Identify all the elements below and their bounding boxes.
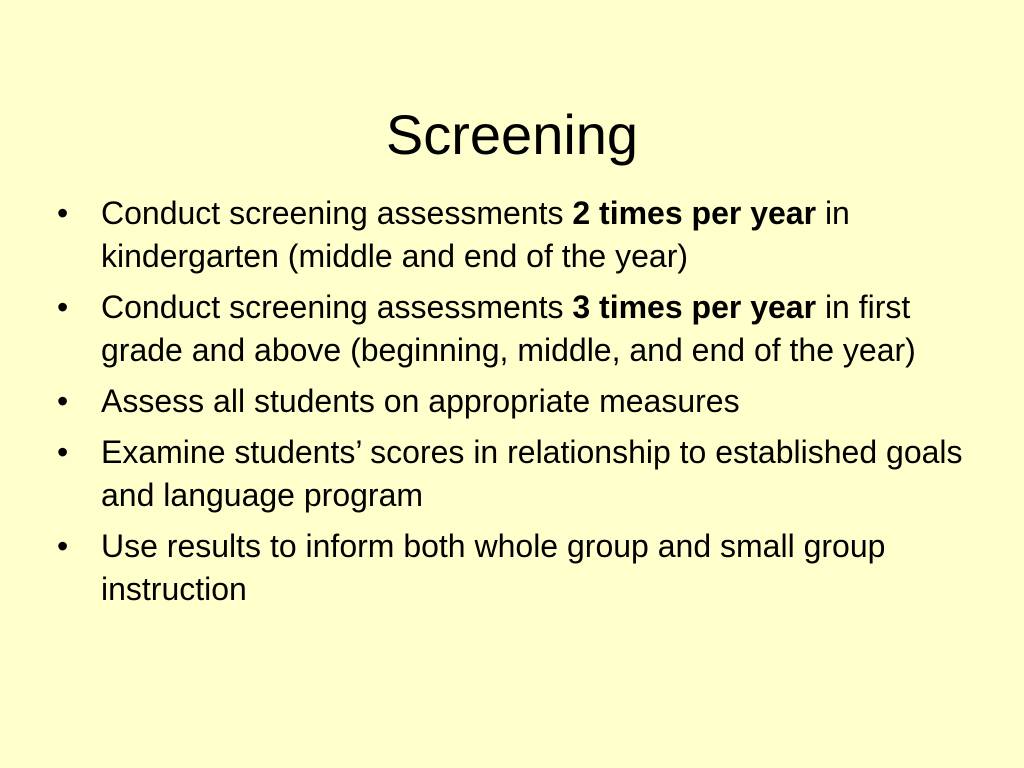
bullet-text-bold: 2 times per year: [572, 195, 817, 231]
bullet-text: [101, 383, 740, 419]
bullet-item: [57, 431, 967, 517]
bullet-dot: •: [57, 289, 69, 325]
bullet-item: [57, 286, 967, 372]
slide-title: Screening: [385, 103, 639, 166]
bullet-dot: •: [57, 434, 69, 470]
bullet-item: [57, 380, 967, 423]
bullet-dot: •: [57, 528, 69, 564]
bullet-text: [101, 289, 916, 368]
bullet-text: [101, 528, 885, 607]
bullet-text: [101, 434, 963, 513]
bullet-text: [101, 195, 850, 274]
bullet-text-regular: Assess all students on appropriate measures: [101, 383, 740, 419]
bullet-text-regular: Use results to inform both whole group and small group instruction: [101, 528, 886, 607]
bullet-item: [57, 525, 967, 611]
bullet-dot: •: [57, 383, 69, 419]
bullet-text-regular: Conduct screening assessments: [101, 289, 573, 325]
bullet-dot: •: [57, 195, 69, 231]
bullet-text-regular: Examine students’ scores in relationship to established goals and language program: [101, 434, 963, 513]
bullet-item: [57, 192, 967, 278]
bullet-text-regular: in first grade and above (beginning, middle, and end of the year): [101, 289, 916, 368]
bullet-text-bold: 3 times per year: [572, 289, 817, 325]
bullet-list: [57, 192, 967, 619]
bullet-text-regular: Conduct screening assessments: [101, 195, 573, 231]
bullet-text-regular: in kindergarten (middle and end of the year): [101, 195, 850, 274]
